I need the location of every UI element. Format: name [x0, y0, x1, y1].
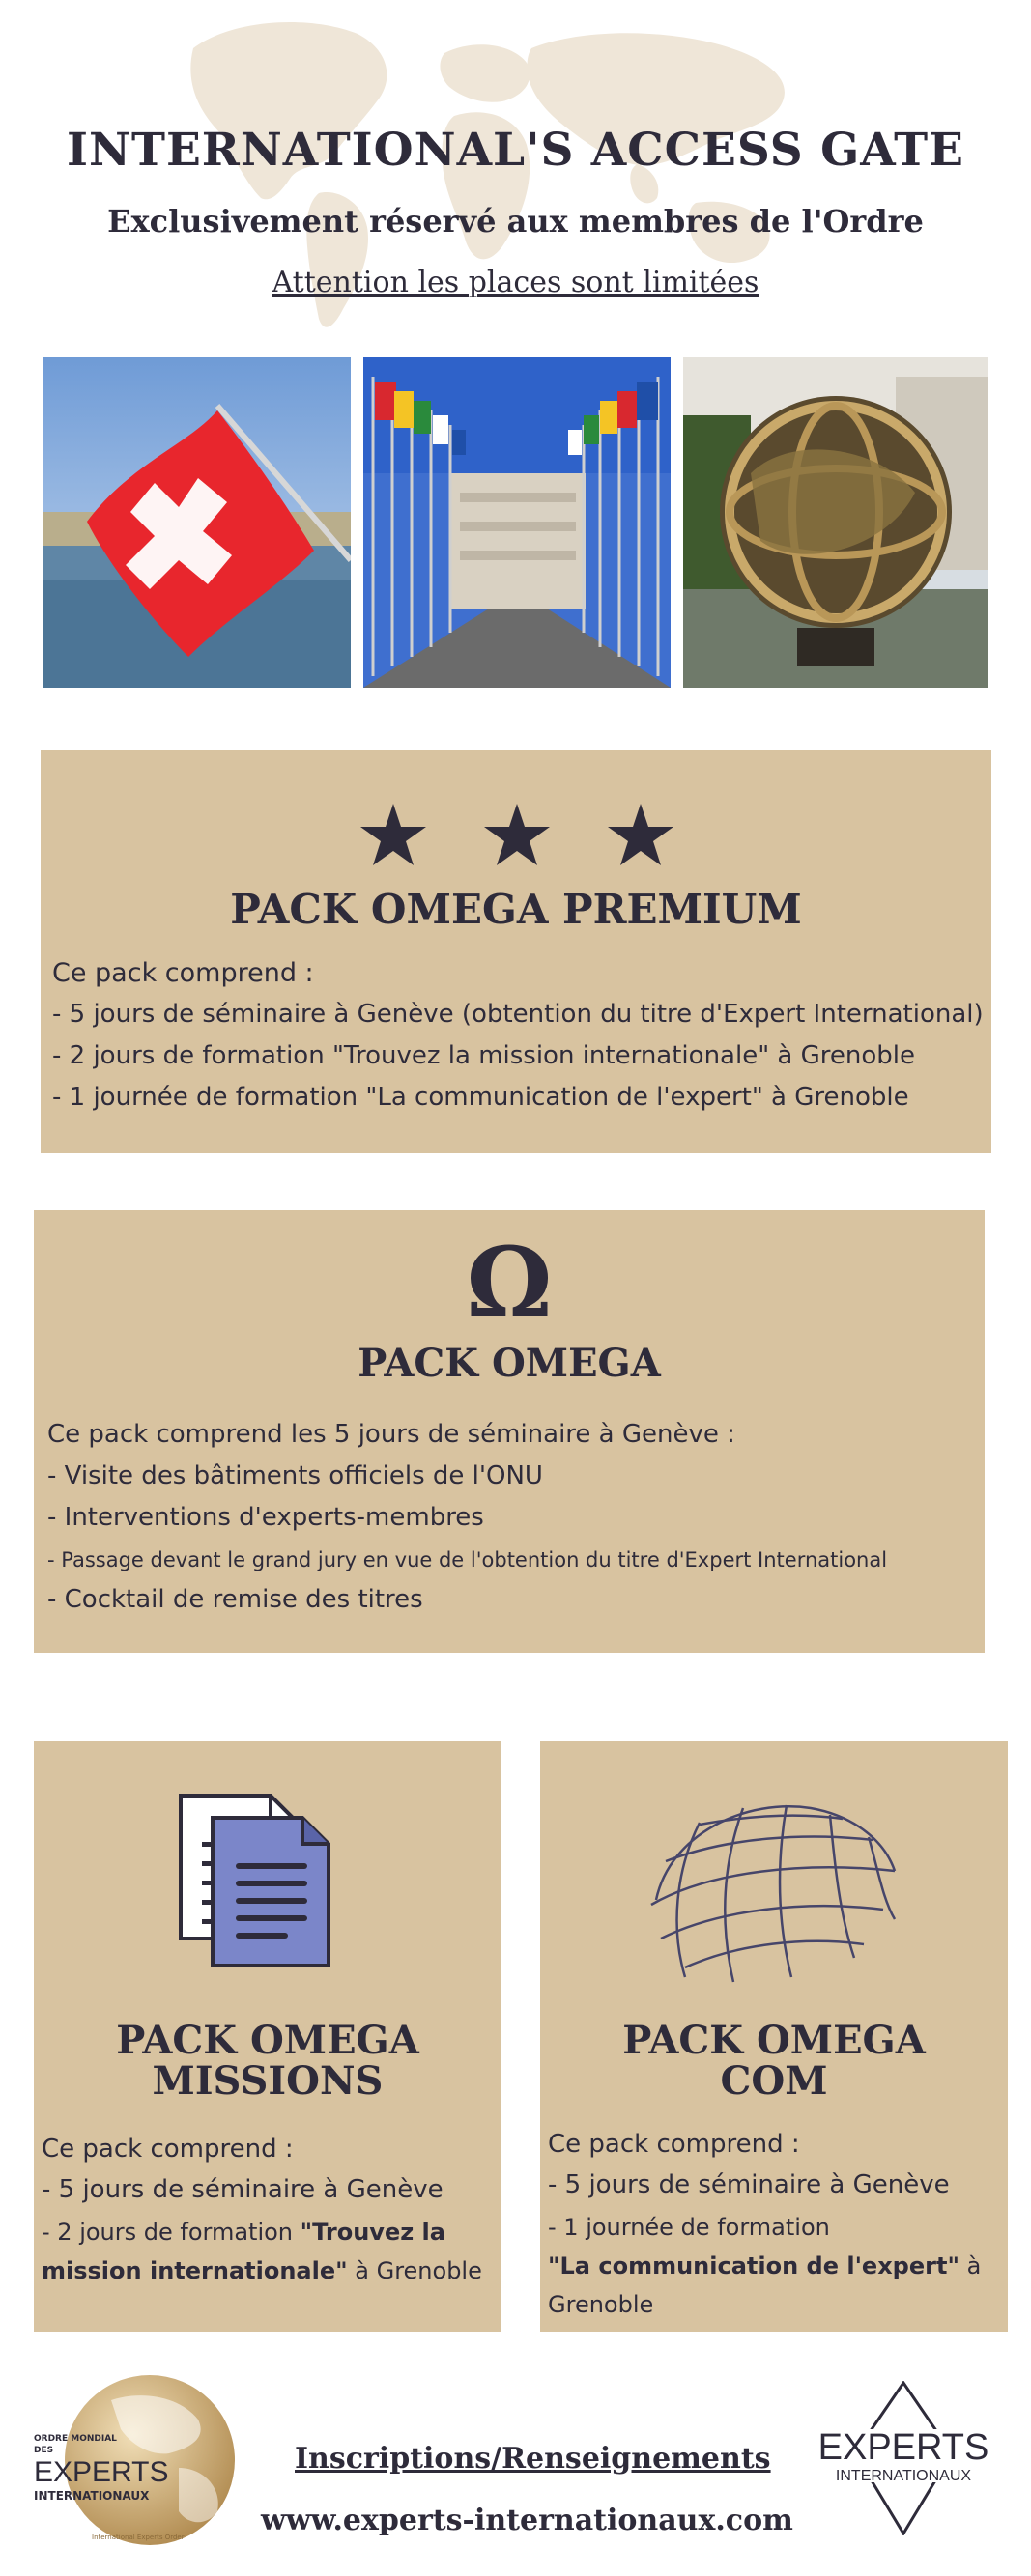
- documents-icon: [179, 1794, 333, 1967]
- com-intro: Ce pack comprend :: [548, 2130, 800, 2159]
- pack-omega-panel: [34, 1210, 985, 1653]
- premium-item-1: - 5 jours de séminaire à Genève (obtention du titre d'Expert International): [52, 1000, 984, 1029]
- pack-omega-com-title-line1: PACK OMEGA: [622, 2018, 926, 2063]
- right-logo-line-1: EXPERTS: [817, 2427, 989, 2468]
- premium-item-3: - 1 journée de formation "La communication de l'expert" à Grenoble: [52, 1083, 909, 1112]
- logo-line-1: ORDRE MONDIAL: [34, 2434, 117, 2444]
- globe-icon: [642, 1794, 902, 1987]
- website-url-link[interactable]: www.experts-internationaux.com: [261, 2504, 793, 2537]
- omega-intro: Ce pack comprend les 5 jours de séminaire à Genève :: [47, 1420, 735, 1449]
- ordre-mondial-logo: [34, 2371, 242, 2550]
- com-item-3-line2: Grenoble: [548, 2291, 654, 2318]
- limited-places-warning: Attention les places sont limitées: [272, 266, 759, 299]
- missions-item-1: - 5 jours de séminaire à Genève: [42, 2175, 444, 2204]
- page-subtitle: Exclusivement réservé aux membres de l'Ordre: [107, 203, 924, 240]
- pack-omega-com-title-line2: COM: [720, 2058, 828, 2104]
- pack-omega-premium-panel: [41, 750, 991, 1153]
- pack-omega-com-panel: [540, 1741, 1008, 2332]
- page-title: INTERNATIONAL'S ACCESS GATE: [67, 124, 964, 177]
- omega-symbol-icon: Ω: [466, 1226, 553, 1340]
- com-item-1: - 5 jours de séminaire à Genève: [548, 2170, 950, 2199]
- omega-item-2: - Interventions d'experts-membres: [47, 1503, 484, 1532]
- pack-omega-missions-title-line1: PACK OMEGA: [116, 2018, 419, 2063]
- com-item-2: - 1 journée de formation: [548, 2214, 830, 2241]
- logo-line-3: EXPERTS: [34, 2456, 169, 2488]
- swiss-flag-photo: [43, 357, 351, 688]
- experts-internationaux-logo: [816, 2381, 990, 2535]
- un-flags-alley-photo: [363, 357, 671, 688]
- missions-item-2-line2: mission internationale" à Grenoble: [42, 2257, 482, 2284]
- right-logo-line-2: INTERNATIONAUX: [835, 2468, 972, 2484]
- missions-intro: Ce pack comprend :: [42, 2135, 294, 2164]
- pack-omega-title: PACK OMEGA: [358, 1341, 661, 1386]
- pack-omega-premium-title: PACK OMEGA PREMIUM: [230, 886, 802, 933]
- premium-item-2: - 2 jours de formation "Trouvez la mission internationale" à Grenoble: [52, 1041, 915, 1070]
- inscriptions-link[interactable]: Inscriptions/Renseignements: [295, 2442, 771, 2476]
- pack-omega-missions-panel: [34, 1741, 501, 2332]
- armillary-sphere-photo: [683, 357, 988, 688]
- logo-motto: International Experts Order: [92, 2534, 185, 2541]
- omega-item-1: - Visite des bâtiments officiels de l'ONU: [47, 1461, 543, 1490]
- three-stars-icon: [359, 804, 698, 871]
- missions-item-2-line1: - 2 jours de formation "Trouvez la: [42, 2219, 445, 2246]
- logo-line-4: INTERNATIONAUX: [34, 2489, 150, 2503]
- com-item-3-line1: "La communication de l'expert" à: [548, 2252, 982, 2279]
- premium-intro: Ce pack comprend :: [52, 958, 314, 988]
- pack-omega-missions-title-line2: MISSIONS: [152, 2058, 384, 2104]
- logo-line-2: DES: [34, 2446, 54, 2455]
- omega-item-4: - Cocktail de remise des titres: [47, 1585, 423, 1614]
- omega-item-3: - Passage devant le grand jury en vue de l'obtention du titre d'Expert International: [47, 1548, 888, 1571]
